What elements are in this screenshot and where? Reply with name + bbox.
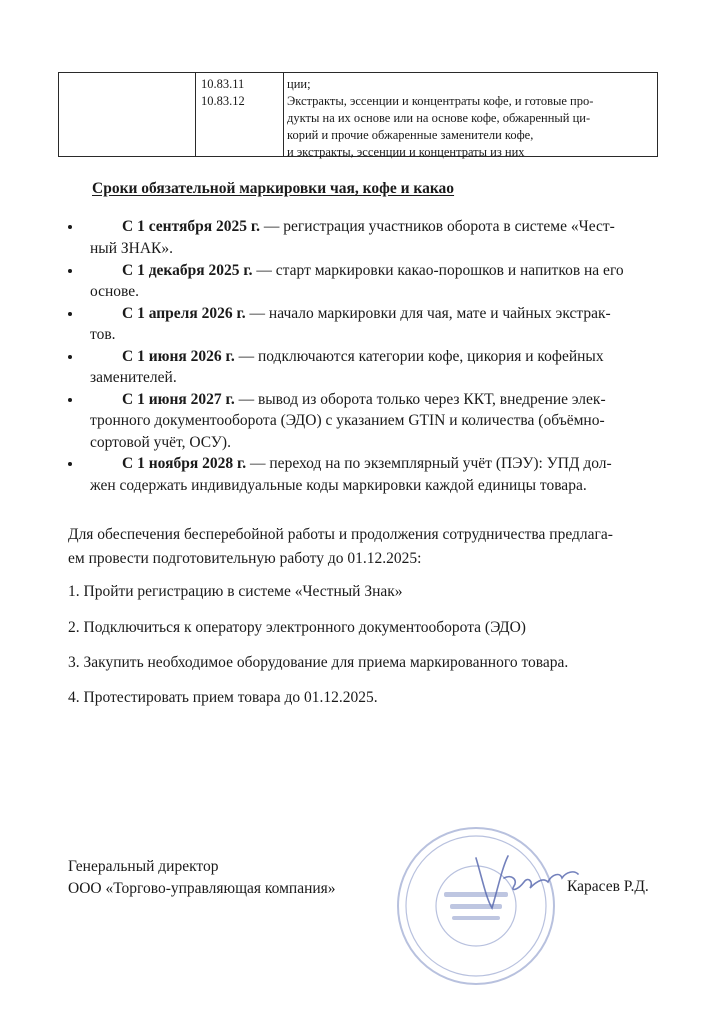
signatory-company: ООО «Торгово-управляющая компания» bbox=[68, 880, 336, 897]
deadline-text: тронного документооборота (ЭДО) с указанием GTIN и количества (объёмно- bbox=[90, 412, 605, 429]
step-item: 3. Закупить необходимое оборудование для приема маркированного товара. bbox=[68, 654, 569, 671]
deadline-text: основе. bbox=[90, 283, 140, 300]
bullet-icon bbox=[68, 355, 72, 359]
paragraph-line: Для обеспечения бесперебойной работы и продолжения сотрудничества предлага- bbox=[68, 526, 613, 543]
deadline-text: — вывод из оборота только через ККТ, внедрение элек- bbox=[234, 390, 606, 408]
deadline-date: С 1 декабря 2025 г. bbox=[122, 261, 253, 279]
step-item: 1. Пройти регистрацию в системе «Честный Знак» bbox=[68, 583, 403, 600]
deadlines-list bbox=[68, 216, 658, 496]
step-item: 2. Подключиться к оператору электронного документооборота (ЭДО) bbox=[68, 619, 526, 636]
product-codes-table bbox=[58, 72, 658, 157]
description-line: и экстракты, эссенции и концентраты из них bbox=[287, 145, 525, 159]
deadline-text: ный ЗНАК». bbox=[90, 239, 173, 257]
signatory-name: Карасев Р.Д. bbox=[567, 878, 649, 895]
deadline-date: С 1 июня 2027 г. bbox=[122, 390, 235, 408]
table-divider bbox=[283, 73, 284, 156]
bullet-icon bbox=[68, 225, 72, 229]
list-item bbox=[68, 346, 658, 389]
intro-paragraph bbox=[68, 523, 668, 571]
deadline-date: С 1 апреля 2026 г. bbox=[122, 304, 246, 322]
code-value: 10.83.11 bbox=[201, 77, 245, 91]
signatory-position: Генеральный директор bbox=[68, 858, 219, 875]
list-item bbox=[68, 216, 658, 259]
list-item bbox=[68, 260, 658, 303]
deadline-date: С 1 июня 2026 г. bbox=[122, 347, 235, 365]
list-item bbox=[68, 389, 658, 454]
table-description-cell bbox=[287, 76, 653, 161]
deadline-text: жен содержать индивидуальные коды маркировки каждой единицы товара. bbox=[90, 476, 587, 494]
table-codes-cell bbox=[201, 76, 283, 110]
deadline-text: — подключаются категории кофе, цикория и кофейных bbox=[234, 347, 604, 365]
description-line: дукты на их основе или на основе кофе, обжаренный ци- bbox=[287, 111, 591, 125]
bullet-icon bbox=[68, 269, 72, 273]
table-divider bbox=[195, 73, 196, 156]
signatory-block bbox=[68, 856, 336, 900]
bullet-icon bbox=[68, 398, 72, 402]
deadline-text: — переход на по экземплярный учёт (ПЭУ): УПД дол- bbox=[246, 455, 612, 472]
bullet-icon bbox=[68, 462, 72, 466]
bullet-icon bbox=[68, 312, 72, 316]
description-line: корий и прочие обжаренные заменители кофе, bbox=[287, 128, 534, 142]
deadline-text: тов. bbox=[90, 326, 116, 343]
paragraph-line: ем провести подготовительную работу до 01.12.2025: bbox=[68, 550, 422, 567]
list-item bbox=[68, 453, 658, 496]
deadline-date: С 1 сентября 2025 г. bbox=[122, 218, 261, 235]
deadline-text: сортовой учёт, ОСУ). bbox=[90, 433, 231, 451]
deadline-date: С 1 ноября 2028 г. bbox=[122, 455, 247, 472]
step-item: 4. Протестировать прием товара до 01.12.2025. bbox=[68, 689, 378, 706]
list-item bbox=[68, 303, 658, 346]
deadline-text: — старт маркировки какао-порошков и напитков на его bbox=[252, 261, 624, 279]
description-line: ции; bbox=[287, 77, 311, 91]
description-line: Экстракты, эссенции и концентраты кофе, и готовые про- bbox=[287, 94, 594, 108]
deadline-text: — начало маркировки для чая, мате и чайных экстрак- bbox=[245, 304, 611, 322]
deadline-text: — регистрация участников оборота в системе «Чест- bbox=[260, 218, 615, 235]
section-heading: Сроки обязательной маркировки чая, кофе и какао bbox=[92, 180, 455, 197]
code-value: 10.83.12 bbox=[201, 94, 245, 108]
deadline-text: заменителей. bbox=[90, 369, 177, 386]
